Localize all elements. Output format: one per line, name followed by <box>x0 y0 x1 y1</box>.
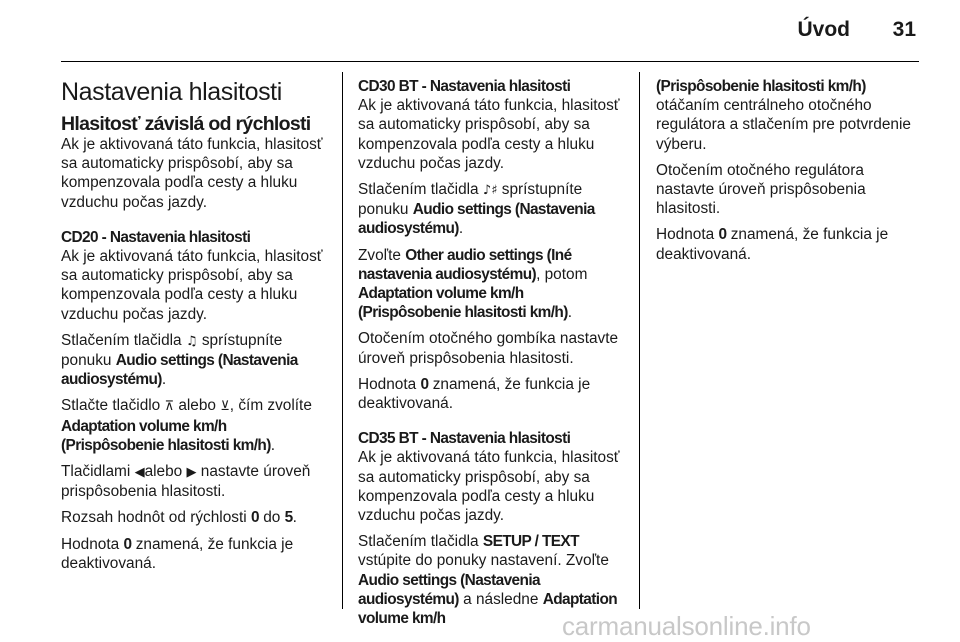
section-heading: Nastavenia hlasitosti <box>61 78 282 106</box>
column-3 <box>656 77 924 271</box>
header-rule <box>61 61 919 62</box>
cd30-paragraph: Ak je aktivovaná táto funkcia, hlasitosť sa automaticky prispôsobí, aby sa kompenzovala podľa cesty a hluku vzduchu počas jazdy. <box>358 97 620 172</box>
cd20-paragraph: Ak je aktivovaná táto funkcia, hlasitosť sa automaticky prispôsobí, aby sa kompenzovala podľa cesty a hluku vzduchu počas jazdy. <box>61 248 323 323</box>
cd35-step-continued: (Prispôsobenie hlasitosti km/h) otáčaním centrálneho otočného regulátora a stlačením pre potvrdenie výberu. <box>656 78 911 153</box>
cd35-paragraph: Ak je aktivovaná táto funkcia, hlasitosť sa automaticky prispôsobí, aby sa kompenzovala podľa cesty a hluku vzduchu počas jazdy. <box>358 449 620 525</box>
cd35-title: CD35 BT - Nastavenia hlasitosti <box>358 430 571 448</box>
cd20-step-1: Stlačením tlačidla ♫ sprístupníte ponuku Audio settings (Nastavenia audiosystému). <box>61 331 298 389</box>
down-arrow-icon: ⊻ <box>220 399 230 415</box>
column-1 <box>61 77 329 580</box>
cd30-title: CD30 BT - Nastavenia hlasitosti <box>358 78 571 95</box>
column-2 <box>358 77 628 635</box>
cd30-value-note: Hodnota 0 znamená, že funkcia je deaktivovaná. <box>358 375 591 413</box>
up-arrow-icon: ⊼ <box>164 399 175 415</box>
column-divider-1 <box>342 72 343 609</box>
page-number: 31 <box>892 18 916 41</box>
page-header-title: Úvod <box>797 18 850 41</box>
cd30-step-1: Stlačením tlačidla ♪♯ sprístupníte ponuku Audio settings (Nastavenia audiosystému). <box>358 181 595 238</box>
audio-settings-icon: ♪♯ <box>482 183 498 199</box>
column-divider-2 <box>639 72 640 609</box>
right-arrow-icon: ▶ <box>186 465 197 481</box>
watermark: carmanualsonline.info <box>562 611 811 641</box>
cd35-step-2: Otočením otočného regulátora nastavte úroveň prispôsobenia hlasitosti. <box>656 161 866 218</box>
cd20-title: CD20 - Nastavenia hlasitosti <box>61 228 251 246</box>
music-note-icon: ♫ <box>185 333 198 349</box>
cd35-value-note: Hodnota 0 znamená, že funkcia je deaktivovaná. <box>656 226 889 263</box>
cd20-step-3: Tlačidlami ◀alebo ▶ nastavte úroveň prispôsobenia hlasitosti. <box>61 463 311 501</box>
cd30-step-2: Zvoľte Other audio settings (Iné nastavenia audiosystému), potom Adaptation volume km/h (Prispôsobenie hlasitosti km/h). <box>358 246 588 322</box>
cd30-step-3: Otočením otočného gombíka nastavte úroveň prispôsobenia hlasitosti. <box>358 330 619 367</box>
cd20-step-2: Stlačte tlačidlo ⊼ alebo ⊻, čím zvolíte Adaptation volume km/h (Prispôsobenie hlasitosti km/h). <box>61 397 312 454</box>
cd20-range: Rozsah hodnôt od rýchlosti 0 do 5. <box>61 509 297 527</box>
cd35-step-1: Stlačením tlačidla SETUP / TEXT vstúpite do ponuky nastavení. Zvoľte Audio settings (Nastavenia audiosystému) a následne Adaptation volume km/h <box>358 533 618 628</box>
subheading: Hlasitosť závislá od rýchlosti <box>61 113 311 135</box>
intro-paragraph: Ak je aktivovaná táto funkcia, hlasitosť sa automaticky prispôsobí, aby sa kompenzovala podľa cesty a hluku vzduchu počas jazdy. <box>61 136 323 211</box>
cd20-value-note: Hodnota 0 znamená, že funkcia je deaktivovaná. <box>61 535 294 572</box>
left-arrow-icon: ◀ <box>134 465 145 481</box>
